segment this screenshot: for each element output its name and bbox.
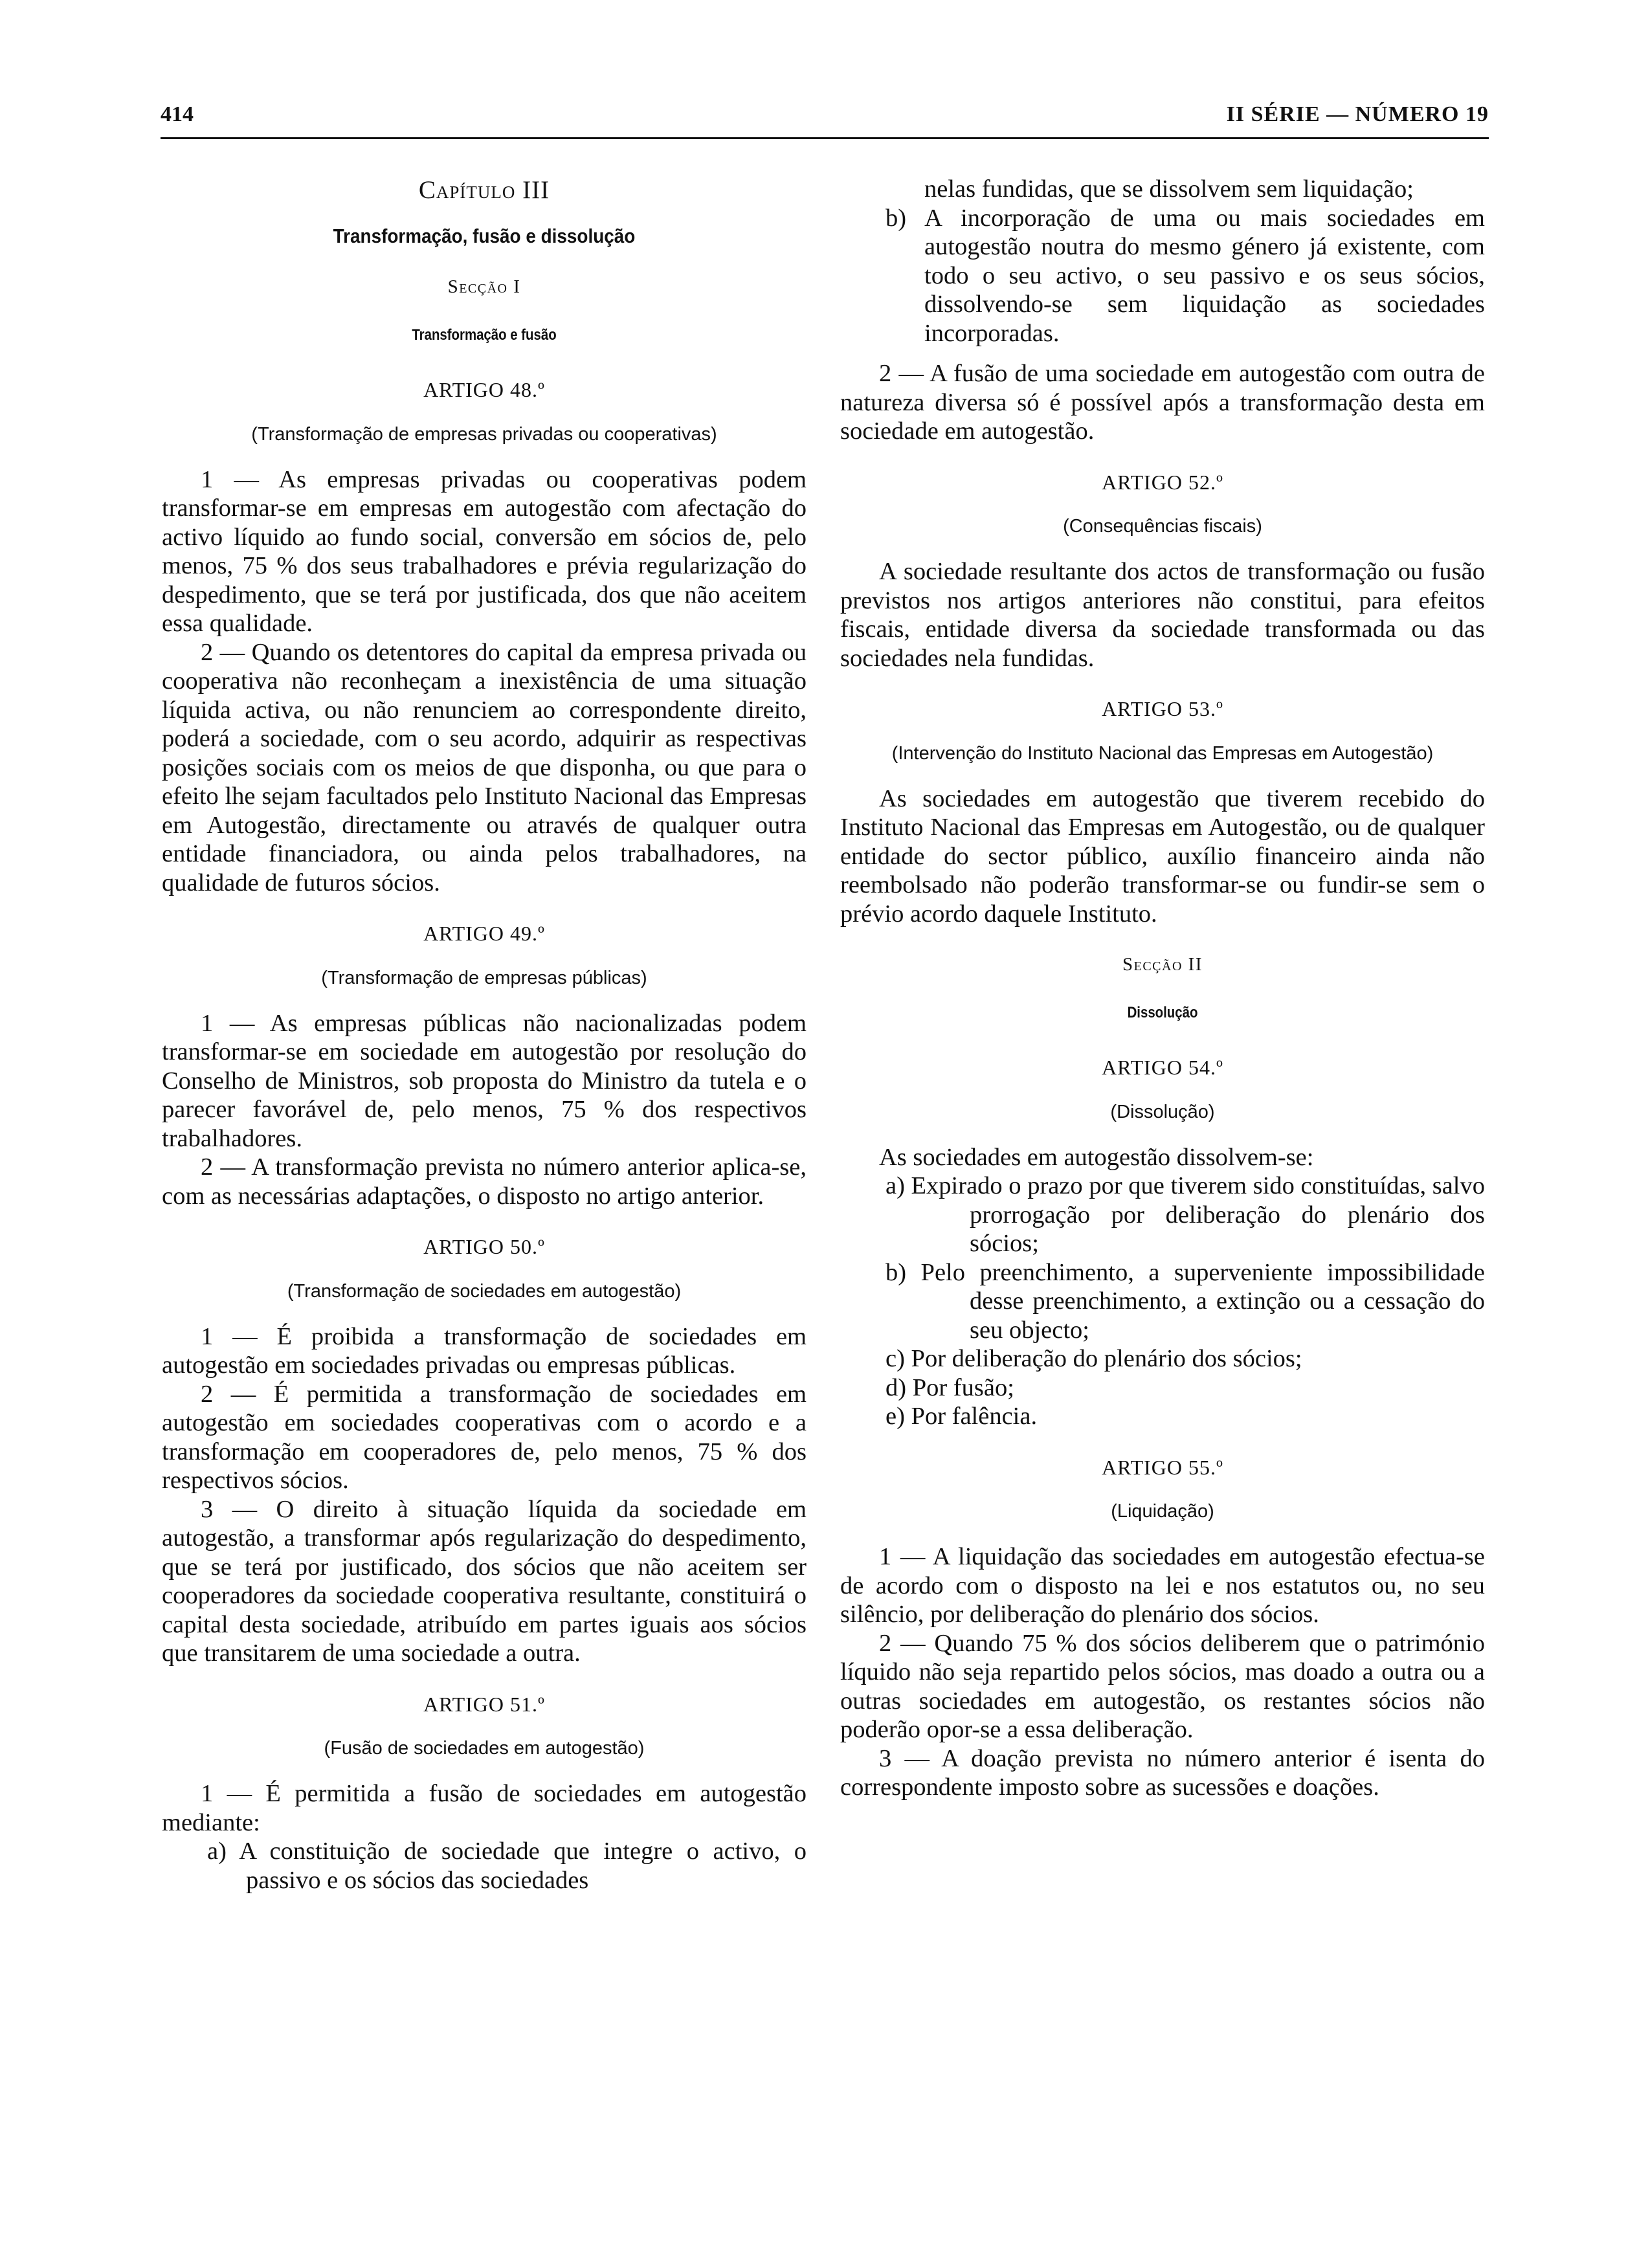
list-item: d) Por fusão; bbox=[885, 1373, 1014, 1401]
article-epigraph: (Consequências fiscais) bbox=[1063, 516, 1262, 537]
page-number: 414 bbox=[161, 102, 194, 126]
left-column bbox=[162, 175, 807, 1895]
list-item: b) Pelo preenchimento, a superveniente impossibilidade desse preenchimento, a extinção ou a cessação do seu objecto; bbox=[885, 1258, 1485, 1344]
article-epigraph: (Fusão de sociedades em autogestão) bbox=[324, 1738, 645, 1759]
section-heading: Secção I bbox=[447, 276, 521, 297]
article-title: ARTIGO 52.º bbox=[1102, 470, 1223, 494]
paragraph: 1 — A liquidação das sociedades em autogestão efectua-se de acordo com o disposto na lei e nos estatutos ou, no seu silêncio, por deliberação do plenário dos sócios. bbox=[840, 1543, 1485, 1628]
list-item-continuation: nelas fundidas, que se dissolvem sem liquidação; bbox=[924, 175, 1414, 203]
paragraph: 1 — É permitida a fusão de sociedades em autogestão mediante: bbox=[162, 1780, 807, 1836]
header-rule bbox=[161, 137, 1489, 139]
section-heading: Secção II bbox=[1122, 954, 1203, 975]
article-epigraph: (Transformação de sociedades em autogestão) bbox=[287, 1280, 682, 1302]
article-epigraph: (Transformação de empresas privadas ou cooperativas) bbox=[251, 423, 717, 445]
article-epigraph: (Transformação de empresas públicas) bbox=[321, 967, 647, 988]
chapter-heading: Capítulo III bbox=[418, 176, 550, 204]
article-title: ARTIGO 50.º bbox=[423, 1235, 545, 1258]
paragraph: 2 — Quando os detentores do capital da empresa privada ou cooperativa não reconheçam a inexistência de uma situação líquida activa, ou não renunciem ao correspondente direito, poderá a sociedade, com o seu acordo, adquirir as respectivas posições sociais com os meios de que disponha, ou que para o efeito lhe sejam facultados pelo Instituto Nacional das Empresas em Autogestão, directamente ou através de qualquer outra entidade financiadora, ou ainda pelos trabalhadores, na qualidade de futuros sócios. bbox=[162, 638, 807, 896]
series-label: II SÉRIE — NÚMERO 19 bbox=[1226, 102, 1489, 126]
article-title: ARTIGO 53.º bbox=[1102, 697, 1223, 720]
right-column bbox=[840, 175, 1485, 1802]
paragraph: As sociedades em autogestão que tiverem recebido do Instituto Nacional das Empresas em Autogestão, ou de qualquer entidade do sector público, auxílio financeiro ainda não reembolsado não poderão transformar-se ou fundir-se sem o prévio acordo daquele Instituto. bbox=[840, 784, 1485, 928]
article-title: ARTIGO 54.º bbox=[1102, 1056, 1223, 1079]
paragraph: 2 — É permitida a transformação de sociedades em autogestão em sociedades cooperativas com o acordo e a transformação em cooperadores de, pelo menos, 75 % dos respectivos sócios. bbox=[162, 1380, 807, 1494]
article-title: ARTIGO 49.º bbox=[423, 922, 545, 945]
paragraph: 2 — Quando 75 % dos sócios deliberem que o património líquido não seja repartido pelos sócios, mas doado a outra ou a outras sociedades em autogestão, os restantes sócios não poderão opor-se a essa deliberação. bbox=[840, 1629, 1485, 1743]
paragraph: 1 — É proibida a transformação de sociedades em autogestão em sociedades privadas ou empresas públicas. bbox=[162, 1322, 807, 1379]
article-title: ARTIGO 51.º bbox=[423, 1692, 545, 1716]
list-item: a) A constituição de sociedade que integre o activo, o passivo e os sócios das sociedades bbox=[207, 1838, 807, 1894]
paragraph: 3 — A doação prevista no número anterior é isenta do correspondente imposto sobre as sucessões e doações. bbox=[840, 1744, 1485, 1801]
article-title: ARTIGO 48.º bbox=[423, 378, 545, 401]
article-epigraph: (Intervenção do Instituto Nacional das Empresas em Autogestão) bbox=[891, 742, 1434, 764]
paragraph: 2 — A transformação prevista no número anterior aplica-se, com as necessárias adaptações, o disposto no artigo anterior. bbox=[162, 1153, 807, 1210]
chapter-title: Transformação, fusão e dissolução bbox=[333, 224, 636, 247]
page-header bbox=[161, 102, 1489, 135]
list-item: c) Por deliberação do plenário dos sócios; bbox=[885, 1345, 1302, 1372]
paragraph: A sociedade resultante dos actos de transformação ou fusão previstos nos artigos anteriores não constitui, para efeitos fiscais, entidade diversa da sociedade transformada ou das sociedades nela fundidas. bbox=[840, 558, 1485, 672]
article-epigraph: (Liquidação) bbox=[1111, 1501, 1214, 1522]
article-epigraph: (Dissolução) bbox=[1110, 1101, 1215, 1122]
article-title: ARTIGO 55.º bbox=[1102, 1455, 1223, 1479]
list-item: e) Por falência. bbox=[885, 1403, 1038, 1430]
paragraph: 3 — O direito à situação líquida da sociedade em autogestão, a transformar após regularização do despedimento, que se terá por justificado, dos sócios que não aceitem ser cooperadores da sociedade cooperativa resultante, constituirá o capital desta sociedade, atribuído em partes iguais aos sócios que transitarem de uma sociedade a outra. bbox=[162, 1495, 807, 1667]
list-item: b) A incorporação de uma ou mais sociedades em autogestão noutra do mesmo género já existente, com todo o seu activo, o seu passivo e os seus sócios, dissolvendo-se sem liquidação as sociedades incorporadas. bbox=[885, 204, 1485, 347]
section-title: Dissolução bbox=[1127, 1003, 1198, 1021]
section-title: Transformação e fusão bbox=[412, 326, 557, 344]
paragraph: 1 — As empresas privadas ou cooperativas podem transformar-se em empresas em autogestão com afectação do activo líquido ao fundo social, conversão em sócios de, pelo menos, 75 % dos seus trabalhadores e prévia regularização do despedimento, que se terá por justificada, dos que não aceitem essa qualidade. bbox=[162, 465, 807, 637]
paragraph: 1 — As empresas públicas não nacionalizadas podem transformar-se em sociedade em autogestão por resolução do Conselho de Ministros, sob proposta do Ministro da tutela e o parecer favorável de, pelo menos, 75 % dos respectivos trabalhadores. bbox=[162, 1009, 807, 1152]
paragraph: 2 — A fusão de uma sociedade em autogestão com outra de natureza diversa só é possível após a transformação desta em sociedade em autogestão. bbox=[840, 360, 1485, 445]
list-item: a) Expirado o prazo por que tiverem sido constituídas, salvo prorrogação por deliberação do plenário dos sócios; bbox=[885, 1172, 1485, 1257]
paragraph: As sociedades em autogestão dissolvem-se: bbox=[879, 1143, 1314, 1171]
